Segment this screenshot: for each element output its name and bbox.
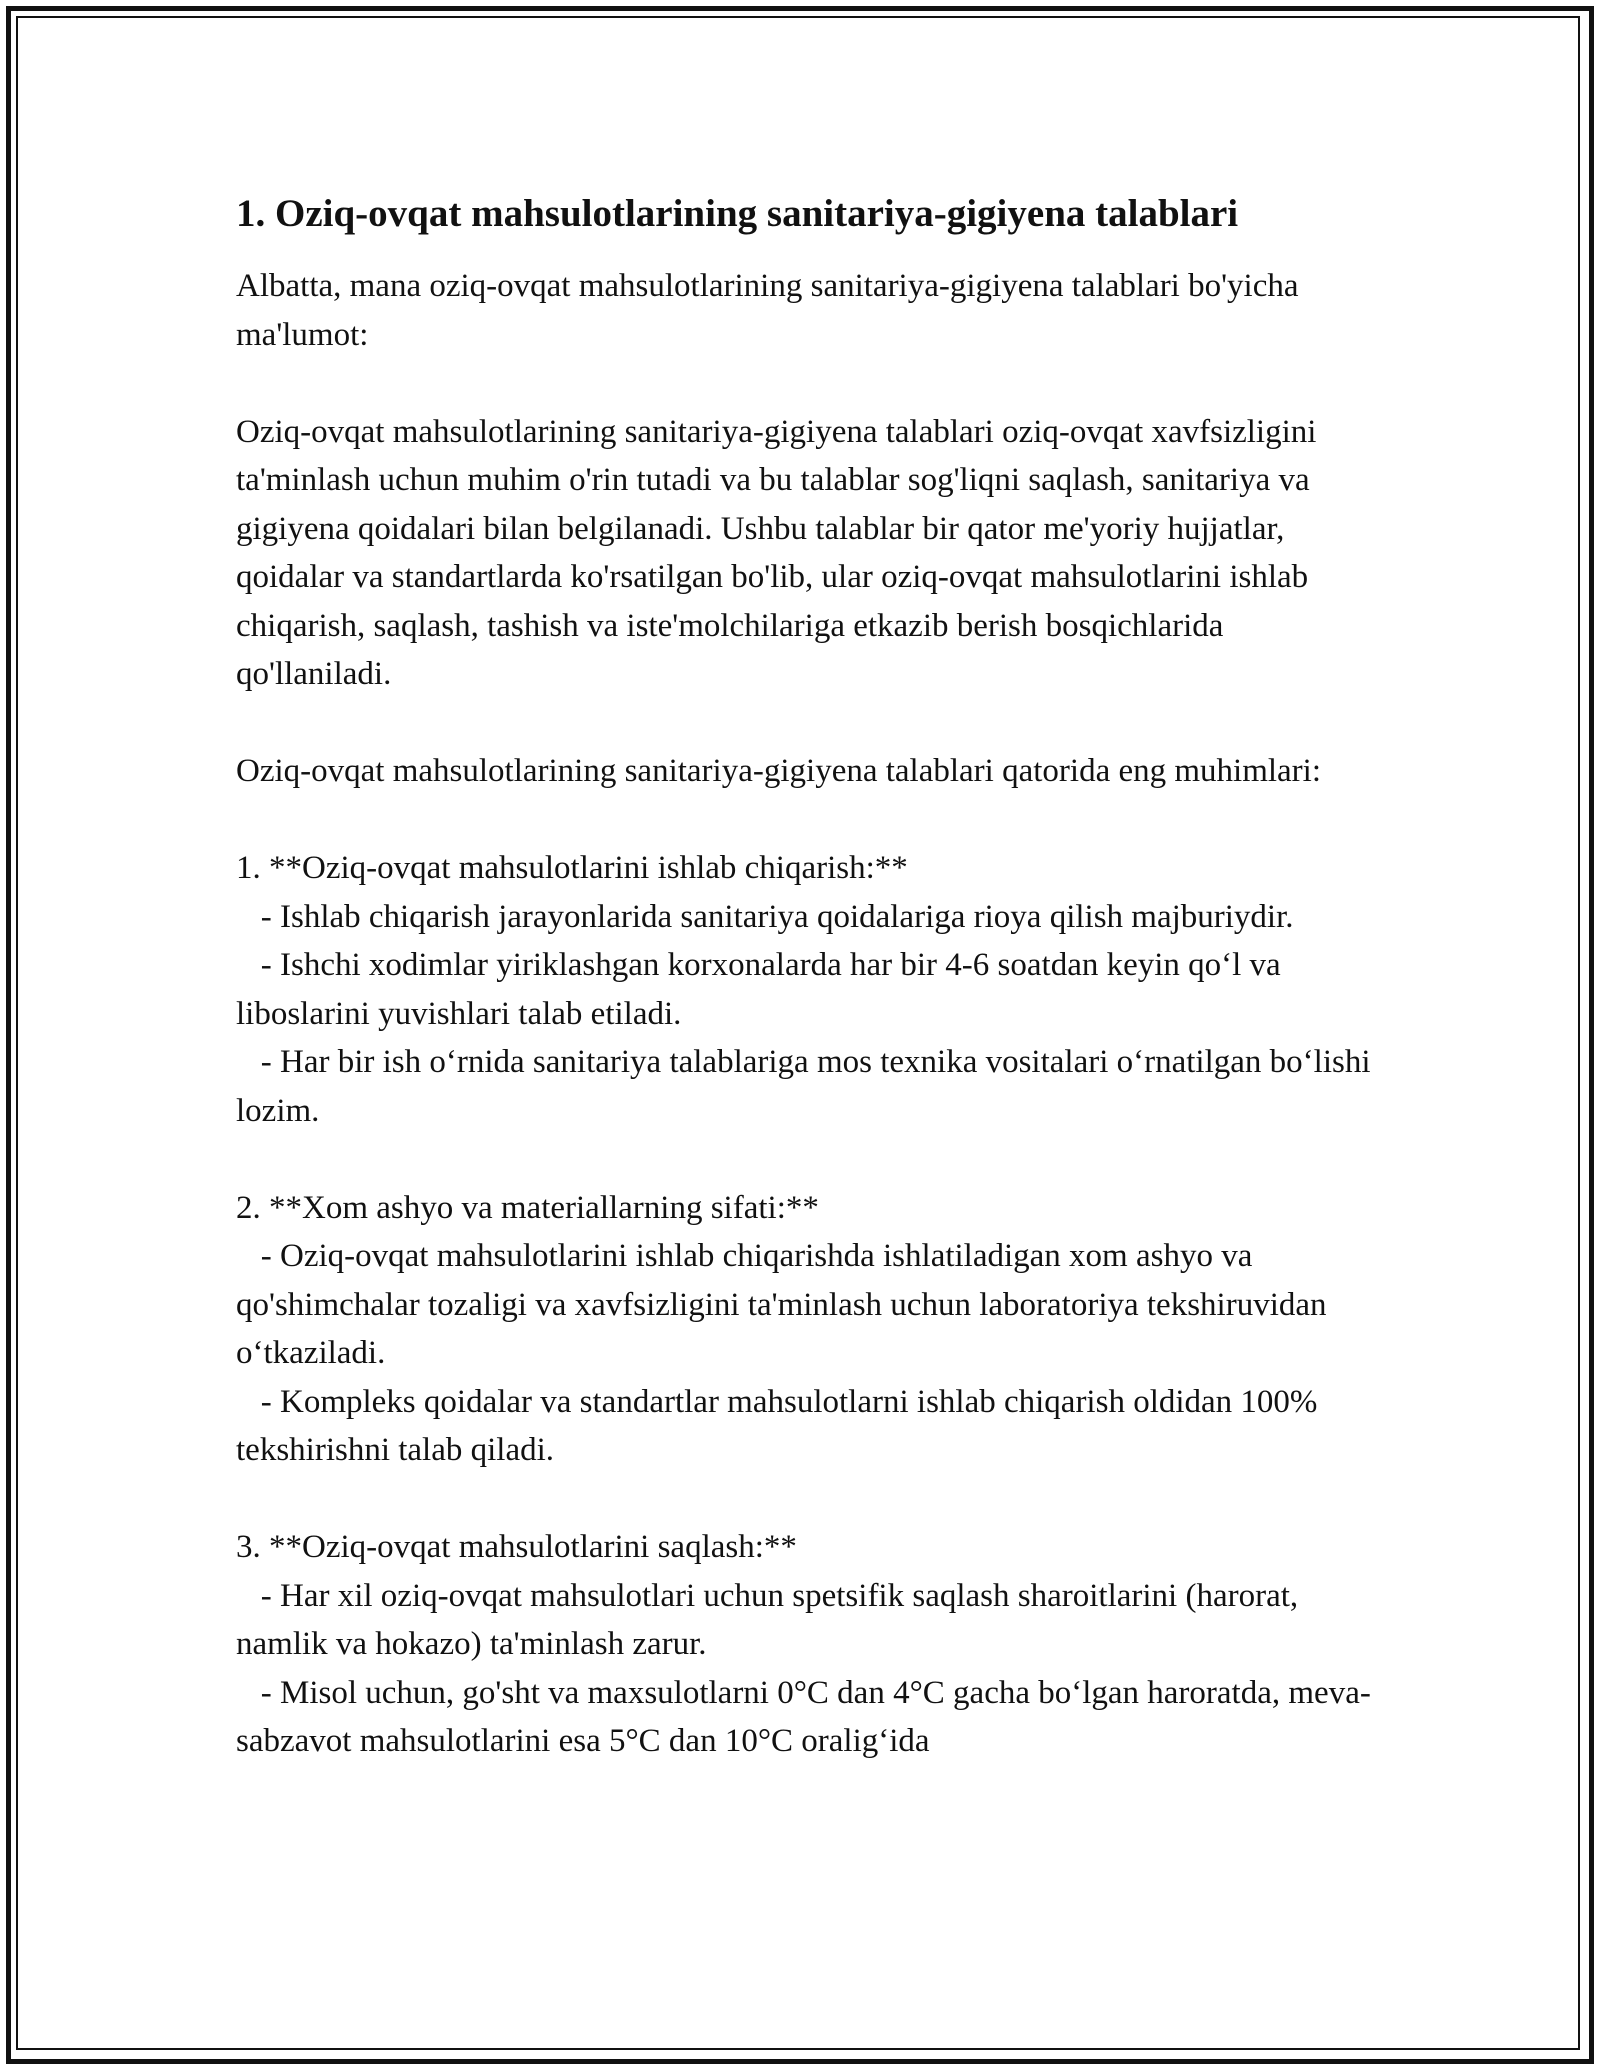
list-section-title: 1. **Oziq-ovqat mahsulotlarini ishlab chiqarish:** — [236, 850, 908, 886]
list-section-title: 2. **Xom ashyo va materiallarning sifati:** — [236, 1189, 819, 1226]
list-bullet: - Har xil oziq-ovqat mahsulotlari uchun spetsifik saqlash sharoitlarini (harorat, namlik va hokazo) ta'minlash zarur. — [236, 1577, 1307, 1662]
document-heading: 1. Oziq-ovqat mahsulotlarining sanitariya-gigiyena talablari — [236, 192, 1239, 235]
list-intro-paragraph: Oziq-ovqat mahsulotlarining sanitariya-gigiyena talablari qatorida eng muhimlari: — [236, 753, 1322, 789]
list-bullet: - Oziq-ovqat mahsulotlarini ishlab chiqarishda ishlatiladigan xom ashyo va qo'shimchalar tozaligi va xavfsizligini ta'minlash uchun laboratoriya tekshiruvidan o‘tkaziladi. — [236, 1238, 1335, 1371]
main-paragraph: Oziq-ovqat mahsulotlarining sanitariya-gigiyena talablari oziq-ovqat xavfsizligini ta'minlash uchun muhim o'rin tutadi va bu talablar sog'liqni saqlash, sanitariya va gigiyena qoidalari bilan belgilanadi. Ushbu talablar bir qator me'yoriy hujjatlar, qoidalar va standartlarda ko'rsatilgan bo'lib, ular oziq-ovqat mahsulotlarini ishlab chiqarish, saqlash, tashish va iste'molchilariga etkazib berish bosqichlarida qo'llaniladi. — [236, 413, 1317, 692]
list-bullet: - Ishlab chiqarish jarayonlarida sanitariya qoidalariga rioya qilish majburiydir. — [236, 898, 1294, 935]
list-section-title: 3. **Oziq-ovqat mahsulotlarini saqlash:** — [236, 1529, 797, 1565]
document-body — [236, 190, 1379, 1766]
list-section-raw-materials — [236, 1184, 1376, 1475]
list-bullet: - Har bir ish o‘rnida sanitariya talablariga mos texnika vositalari o‘rnatilgan bo‘lishi lozim. — [236, 1044, 1379, 1129]
list-section-production — [236, 844, 1379, 1135]
intro-paragraph: Albatta, mana oziq-ovqat mahsulotlarining sanitariya-gigiyena talablari bo'yicha ma'lumot: — [236, 268, 1299, 353]
list-bullet: - Misol uchun, go'sht va maxsulotlarni 0°C dan 4°C gacha bo‘lgan haroratda, meva-sabzavot mahsulotlarini esa 5°C dan 10°C oralig‘ida — [236, 1674, 1371, 1759]
list-section-storage — [236, 1523, 1376, 1766]
list-bullet: - Kompleks qoidalar va standartlar mahsulotlarni ishlab chiqarish oldidan 100% tekshirishni talab qiladi. — [236, 1383, 1326, 1468]
list-bullet: - Ishchi xodimlar yiriklashgan korxonalarda har bir 4-6 soatdan keyin qo‘l va liboslarini yuvishlari talab etiladi. — [236, 947, 1289, 1032]
requirements-list — [236, 844, 1379, 1766]
